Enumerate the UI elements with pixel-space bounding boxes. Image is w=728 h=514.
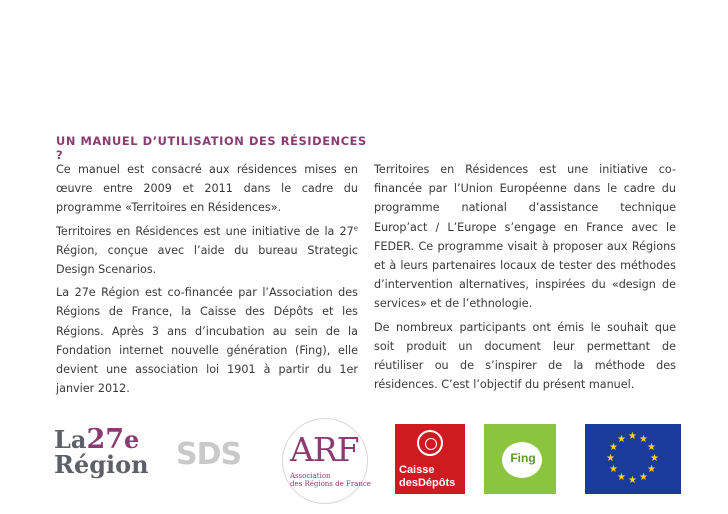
paragraph: De nombreux participants ont émis le souhait que soit produit un document leur permettant de réutiliser ou de s’inspirer de la méthode des résidences. C’est l’objectif du présent manuel.: [374, 320, 676, 392]
logo-text: La: [54, 425, 87, 454]
right-column: [374, 160, 676, 398]
logo-subtitle-line: des Régions de France: [290, 480, 371, 488]
logo-suffix: e: [124, 425, 140, 454]
star-icon: ★: [639, 433, 648, 445]
paragraph: [56, 222, 358, 280]
paragraph-text: Territoires en Résidences est une initiative de la 27: [56, 224, 354, 238]
fing-logo: [484, 424, 556, 494]
paragraph-text: Région, conçue avec l’aide du bureau Strategic Design Scenarios.: [56, 243, 358, 277]
logo-text: Fing: [510, 451, 536, 465]
eu-flag-icon: [585, 424, 681, 494]
logo-text: Région: [54, 450, 149, 479]
star-icon: ★: [647, 464, 657, 475]
star-icon: ★: [608, 442, 618, 453]
star-icon: ★: [628, 431, 637, 442]
sds-logo: SDS: [176, 437, 242, 472]
star-icon: ★: [617, 472, 626, 484]
star-icon: ★: [608, 464, 618, 475]
logo-text: ARF: [290, 430, 359, 469]
caisse-des-depots-logo: [395, 424, 465, 494]
arf-logo: [286, 424, 374, 492]
star-icon: ★: [617, 433, 626, 445]
partner-logos: [0, 410, 728, 502]
star-icon: ★: [628, 475, 637, 486]
logo-text: desDépôts: [399, 477, 456, 489]
la-27e-region-logo: [54, 424, 154, 480]
star-icon: ★: [650, 453, 659, 464]
logo-subtitle-line: Association: [290, 472, 331, 480]
superscript: e: [353, 223, 358, 232]
star-icon: ★: [647, 442, 657, 453]
star-icon: ★: [606, 453, 615, 464]
logo-subtitle: [290, 472, 371, 488]
paragraph: Ce manuel est consacré aux résidences mises en œuvre entre 2009 et 2011 dans le cadre du programme «Territoires en Résidences».: [56, 163, 358, 215]
star-icon: ★: [639, 472, 648, 484]
logo-text: Caisse: [399, 464, 435, 476]
logo-number: 27: [86, 424, 125, 455]
paragraph: Territoires en Résidences est une initiative co-financée par l’Union Européenne dans le cadre du programme national d’assistance technique Europ’act / L’Europe s’engage en France avec le FEDER. Ce programme visait à proposer aux Régions et à leurs partenaires locaux de tester des méthodes d’intervention alternatives, inspirées du «design de services» et de l’ethnologie.: [374, 163, 676, 311]
section-heading: UN MANUEL D’UTILISATION DES RÉSIDENCES ?: [56, 134, 367, 162]
seal-icon: [417, 430, 443, 456]
left-column: [56, 160, 358, 402]
paragraph: La 27e Région est co-financée par l’Association des Régions de France, la Caisse des Dépôts et les Régions. Après 3 ans d’incubation au sein de la Fondation internet nouvelle génération (Fing), elle devient une association loi 1901 à partir du 1er janvier 2012.: [56, 286, 358, 396]
